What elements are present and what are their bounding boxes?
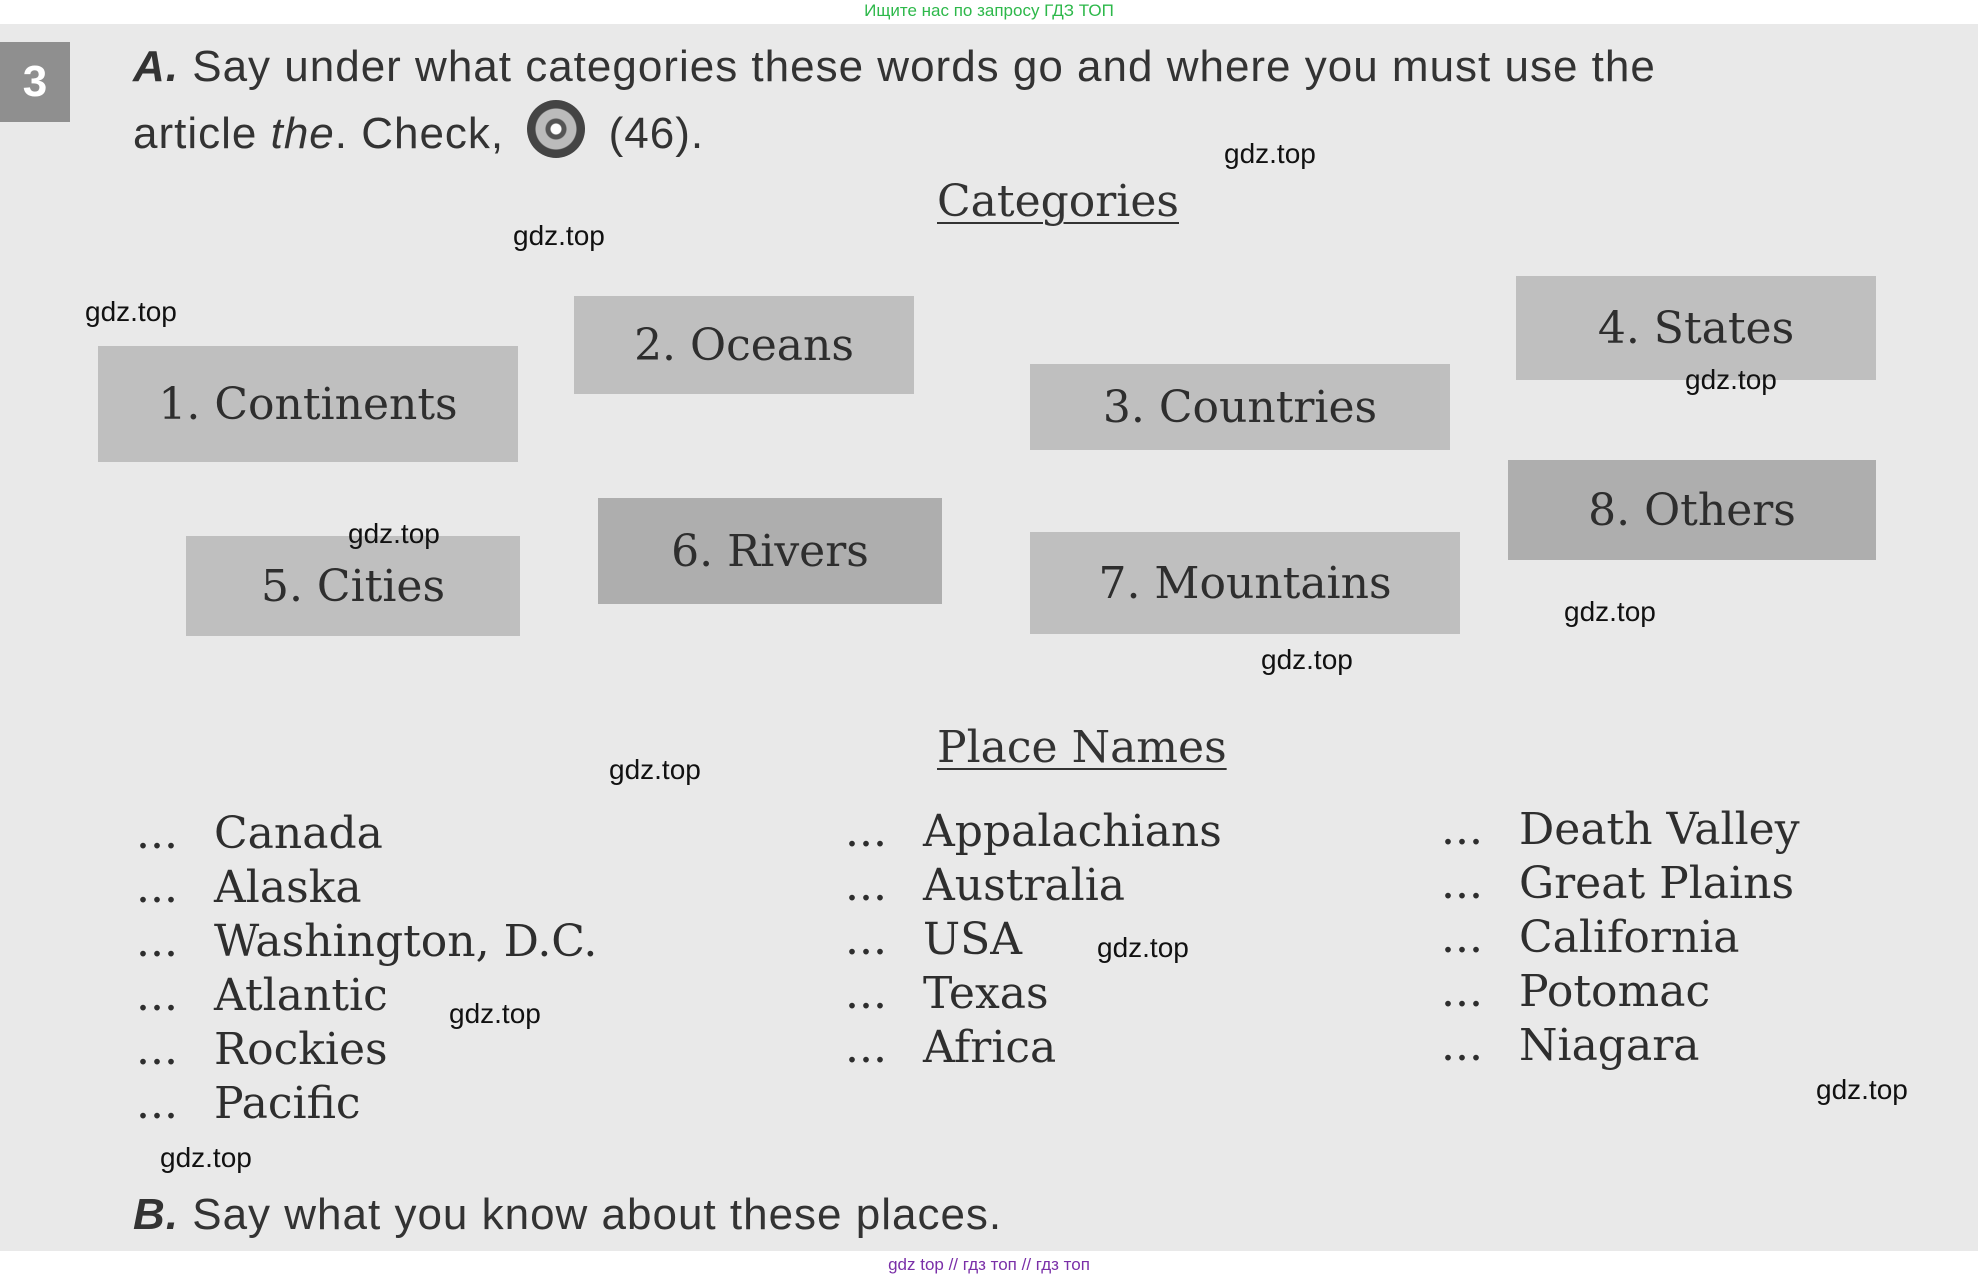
blank-dots: ...	[136, 916, 178, 967]
place-item	[845, 1022, 1056, 1073]
blank-dots: ...	[845, 968, 887, 1019]
category-label: 6. Rivers	[671, 525, 869, 577]
place-item	[845, 860, 1125, 911]
task-b-letter: B.	[133, 1190, 179, 1239]
category-label: 2. Oceans	[634, 319, 854, 371]
place-name: Appalachians	[923, 806, 1222, 857]
watermark: gdz.top	[513, 220, 605, 251]
cd-disc-icon[interactable]	[527, 100, 585, 158]
place-item	[1441, 912, 1740, 963]
category-oceans	[574, 296, 914, 394]
task-a-text2: article	[133, 109, 271, 158]
blank-dots: ...	[136, 970, 178, 1021]
task-a-letter: A.	[133, 42, 179, 91]
task-b-text: Say what you know about these places.	[192, 1190, 1003, 1239]
watermark: gdz.top	[1816, 1074, 1908, 1105]
blank-dots: ...	[136, 808, 178, 859]
place-name: Texas	[923, 968, 1049, 1019]
place-item	[845, 968, 1049, 1019]
place-name: Washington, D.C.	[214, 916, 598, 967]
exercise-number: 3	[0, 42, 70, 122]
watermark: gdz.top	[449, 998, 541, 1029]
blank-dots: ...	[136, 862, 178, 913]
place-item	[136, 808, 383, 859]
category-continents	[98, 346, 518, 462]
watermark: gdz.top	[348, 518, 440, 549]
watermark: gdz.top	[85, 296, 177, 327]
watermark: gdz.top	[1261, 644, 1353, 675]
place-name: Pacific	[214, 1078, 361, 1129]
categories-heading: Categories	[937, 176, 1179, 227]
category-label: 5. Cities	[260, 560, 446, 612]
blank-dots: ...	[136, 1078, 178, 1129]
place-name: Canada	[214, 808, 383, 859]
blank-dots: ...	[845, 860, 887, 911]
place-name: California	[1519, 912, 1740, 963]
place-name: USA	[923, 914, 1022, 965]
category-label: 7. Mountains	[1098, 557, 1392, 609]
place-names-heading: Place Names	[937, 722, 1227, 773]
task-a-line2	[133, 100, 704, 159]
blank-dots: ...	[845, 806, 887, 857]
category-mountains	[1030, 532, 1460, 634]
blank-dots: ...	[1441, 1020, 1483, 1071]
category-label: 4. States	[1597, 302, 1795, 354]
task-a-line1	[133, 42, 1656, 92]
task-a-text: Say under what categories these words go and where you must use the	[192, 42, 1656, 91]
place-item	[1441, 966, 1710, 1017]
blank-dots: ...	[1441, 804, 1483, 855]
audio-track-number: (46).	[608, 109, 705, 158]
place-name: Potomac	[1519, 966, 1711, 1017]
watermark: gdz.top	[1564, 596, 1656, 627]
watermark: gdz.top	[1224, 138, 1316, 169]
place-item	[136, 1024, 388, 1075]
blank-dots: ...	[1441, 858, 1483, 909]
category-label: 1. Continents	[158, 378, 458, 430]
place-item	[845, 914, 1022, 965]
task-a-text3: . Check,	[334, 109, 505, 158]
blank-dots: ...	[136, 1024, 178, 1075]
header-search-link[interactable]: Ищите нас по запросу ГДЗ ТОП	[864, 1, 1114, 20]
place-name: Alaska	[214, 862, 362, 913]
blank-dots: ...	[845, 914, 887, 965]
category-countries	[1030, 364, 1450, 450]
watermark: gdz.top	[1685, 364, 1777, 395]
blank-dots: ...	[1441, 912, 1483, 963]
place-name: Niagara	[1519, 1020, 1700, 1071]
place-name: Africa	[923, 1022, 1057, 1073]
watermark: gdz.top	[609, 754, 701, 785]
category-rivers	[598, 498, 942, 604]
blank-dots: ...	[1441, 966, 1483, 1017]
place-name: Rockies	[214, 1024, 388, 1075]
footer-links[interactable]: gdz top // гдз топ // гдз топ	[888, 1255, 1090, 1274]
place-item	[136, 1078, 361, 1129]
place-name: Great Plains	[1519, 858, 1795, 909]
article-the: the	[270, 109, 335, 158]
watermark: gdz.top	[160, 1142, 252, 1173]
watermark: gdz.top	[1097, 932, 1189, 963]
place-item	[136, 916, 597, 967]
place-item	[845, 806, 1222, 857]
place-item	[1441, 858, 1794, 909]
category-label: 8. Others	[1588, 484, 1796, 536]
task-b	[133, 1190, 1002, 1240]
place-item	[136, 862, 362, 913]
place-item	[1441, 1020, 1699, 1071]
category-label: 3. Countries	[1102, 381, 1378, 433]
place-name: Atlantic	[214, 970, 388, 1021]
place-name: Australia	[923, 860, 1126, 911]
blank-dots: ...	[845, 1022, 887, 1073]
category-cities	[186, 536, 520, 636]
place-item	[136, 970, 388, 1021]
place-name: Death Valley	[1519, 804, 1800, 855]
category-others	[1508, 460, 1876, 560]
place-item	[1441, 804, 1800, 855]
textbook-page	[0, 24, 1978, 1251]
